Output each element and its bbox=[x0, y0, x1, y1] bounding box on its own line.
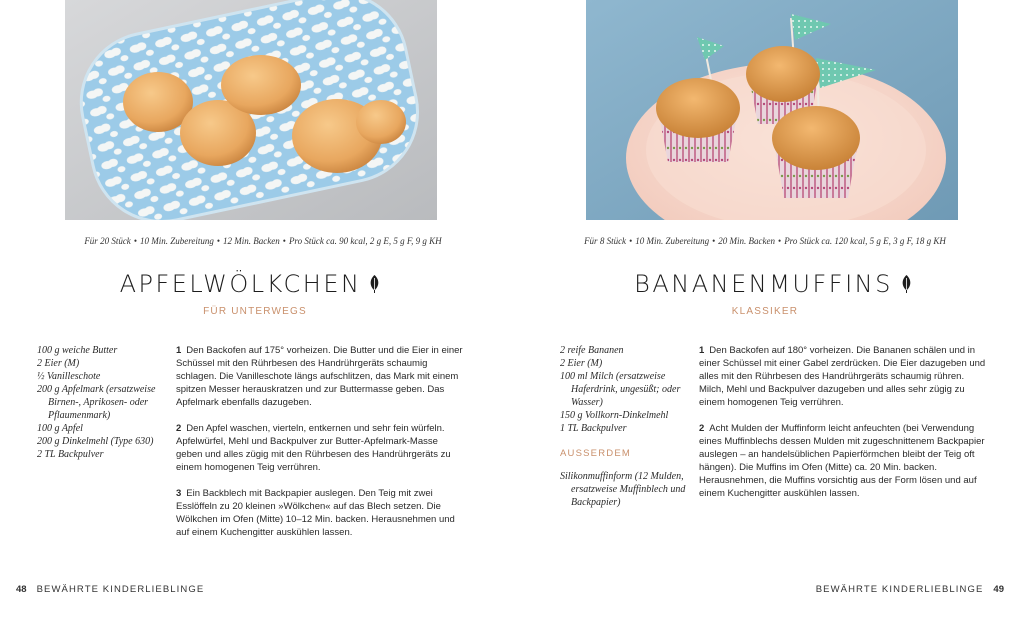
step-text: Den Backofen auf 180° vorheizen. Die Bananen schälen und in einer Schüssel mit einer Gabel zerdrücken. Die Eier dazugeben und alles mit den Rührbesen des Handrührgeräts schaumig rühren. Milch, Mehl und Backpulver dazugeben und alles sehr zügig zu einem homogenen Teig verrühren. bbox=[699, 345, 986, 408]
ingredient-item: 2 Eier (M) bbox=[37, 358, 80, 369]
step-number: 2 bbox=[176, 423, 182, 434]
ingredient-list bbox=[37, 344, 167, 461]
ingredient-item: 100 ml Milch (ersatzweise Haferdrink, ungesüßt; oder Wasser) bbox=[560, 371, 681, 408]
ingredient-item: 200 g Apfelmark (ersatzweise Birnen-, Aprikosen- oder Pflaumenmark) bbox=[37, 384, 156, 421]
leaf-icon bbox=[369, 275, 380, 293]
instruction-step bbox=[176, 344, 464, 409]
instruction-step bbox=[699, 344, 987, 409]
recipe-meta bbox=[510, 236, 1020, 246]
section-name: BEWÄHRTE KINDERLIEBLINGE bbox=[815, 584, 984, 595]
step-text: Ein Backblech mit Backpapier auslegen. Den Teig mit zwei Esslöffeln zu 20 kleinen »Wölkchen« auf das Blech setzen. Die Wölkchen im Ofen (Mitte) 10–12 Min. backen. Herausnehmen und auf einem Kuchengitter auskühlen lassen. bbox=[176, 488, 455, 538]
instruction-step bbox=[699, 422, 987, 500]
ingredient-item: 2 reife Bananen bbox=[560, 345, 624, 356]
separator-dot: • bbox=[216, 236, 221, 246]
instruction-steps bbox=[176, 344, 464, 552]
recipe-title-text: APFELWÖLKCHEN bbox=[119, 270, 362, 298]
servings: Für 8 Stück bbox=[584, 236, 627, 246]
instruction-step bbox=[176, 487, 464, 539]
recipe-title-text: BANANENMUFFINS bbox=[634, 270, 893, 298]
recipe-subtitle: KLASSIKER bbox=[731, 306, 799, 317]
right-page bbox=[510, 0, 1020, 618]
page-number: 48 bbox=[16, 584, 27, 595]
separator-dot: • bbox=[282, 236, 286, 246]
nutrition: Pro Stück ca. 120 kcal, 5 g E, 3 g F, 18 g KH bbox=[784, 236, 946, 246]
page-footer bbox=[16, 584, 204, 595]
step-text: Acht Mulden der Muffinform leicht anfeuchten (bei Verwendung eines Muffinblechs dessen Mulden mit zugeschnittenem Backpapier auslegen – an handelsüblichen Papierförmchen bleibt der Teig oft hängen). Die Muffins im Ofen (Mitte) ca. 20 Min. backen. Herausnehmen, die Muffins vorsichtig aus der Form lösen und auf einem Kuchengitter auskühlen lassen. bbox=[699, 423, 985, 499]
page-number: 49 bbox=[993, 584, 1004, 595]
ingredient-list bbox=[560, 344, 690, 509]
instruction-steps bbox=[699, 344, 987, 513]
leaf-icon bbox=[901, 275, 912, 293]
step-number: 3 bbox=[176, 488, 182, 499]
step-number: 2 bbox=[699, 423, 705, 434]
ingredient-item: 2 TL Backpulver bbox=[37, 449, 104, 460]
recipe-title bbox=[518, 270, 1020, 298]
step-number: 1 bbox=[699, 345, 705, 356]
recipe-meta bbox=[8, 236, 518, 246]
bake-time: 20 Min. Backen bbox=[718, 236, 776, 246]
separator-dot: • bbox=[778, 236, 782, 246]
step-text: Den Apfel waschen, vierteln, entkernen und sehr fein würfeln. Apfelwürfel, Mehl und Backpulver zur Butter-Apfelmark-Masse geben und alles zügig mit den Rührbesen des Handrührgeräts zu einem homogenen Teig verrühren. bbox=[176, 423, 451, 473]
separator-dot: • bbox=[712, 236, 716, 246]
page-footer bbox=[816, 584, 1004, 595]
prep-time: 10 Min. Zubereitung bbox=[635, 236, 710, 246]
section-name: BEWÄHRTE KINDERLIEBLINGE bbox=[36, 584, 205, 595]
ingredient-item: ½ Vanilleschote bbox=[37, 371, 101, 382]
ingredient-item: 150 g Vollkorn-Dinkelmehl bbox=[560, 410, 669, 421]
step-text: Den Backofen auf 175° vorheizen. Die Butter und die Eier in einer Schüssel mit den Rührbesen des Handrührgeräts schaumig schlagen. Die Vanilleschote längs aufschlitzen, das Mark mit einem spitzen Messer herauskratzen und zur Buttermasse geben. Das Apfelmark ebenfalls dazugeben. bbox=[176, 345, 463, 408]
ingredient-item: 100 g weiche Butter bbox=[37, 345, 118, 356]
ingredient-item: 100 g Apfel bbox=[37, 423, 83, 434]
bake-time: 12 Min. Backen bbox=[223, 236, 280, 246]
instruction-step bbox=[176, 422, 464, 474]
apfelwoelkchen-photo bbox=[65, 0, 437, 220]
extra-heading: AUSSERDEM bbox=[560, 448, 631, 459]
separator-dot: • bbox=[133, 236, 137, 246]
bananenmuffins-photo bbox=[586, 0, 958, 220]
separator-dot: • bbox=[629, 236, 633, 246]
recipe-subtitle: FÜR UNTERWEGS bbox=[203, 306, 307, 317]
extra-item: Silikonmuffinform (12 Mulden, ersatzweise Muffinblech und Backpapier) bbox=[560, 470, 686, 508]
ingredient-item: 200 g Dinkelmehl (Type 630) bbox=[37, 436, 154, 447]
ingredient-item: 1 TL Backpulver bbox=[560, 423, 627, 434]
recipe-title bbox=[0, 270, 505, 298]
step-number: 1 bbox=[176, 345, 182, 356]
prep-time: 10 Min. Zubereitung bbox=[139, 236, 214, 246]
ingredient-item: 2 Eier (M) bbox=[560, 358, 603, 369]
nutrition: Pro Stück ca. 90 kcal, 2 g E, 5 g F, 9 g KH bbox=[288, 236, 442, 246]
servings: Für 20 Stück bbox=[84, 236, 131, 246]
